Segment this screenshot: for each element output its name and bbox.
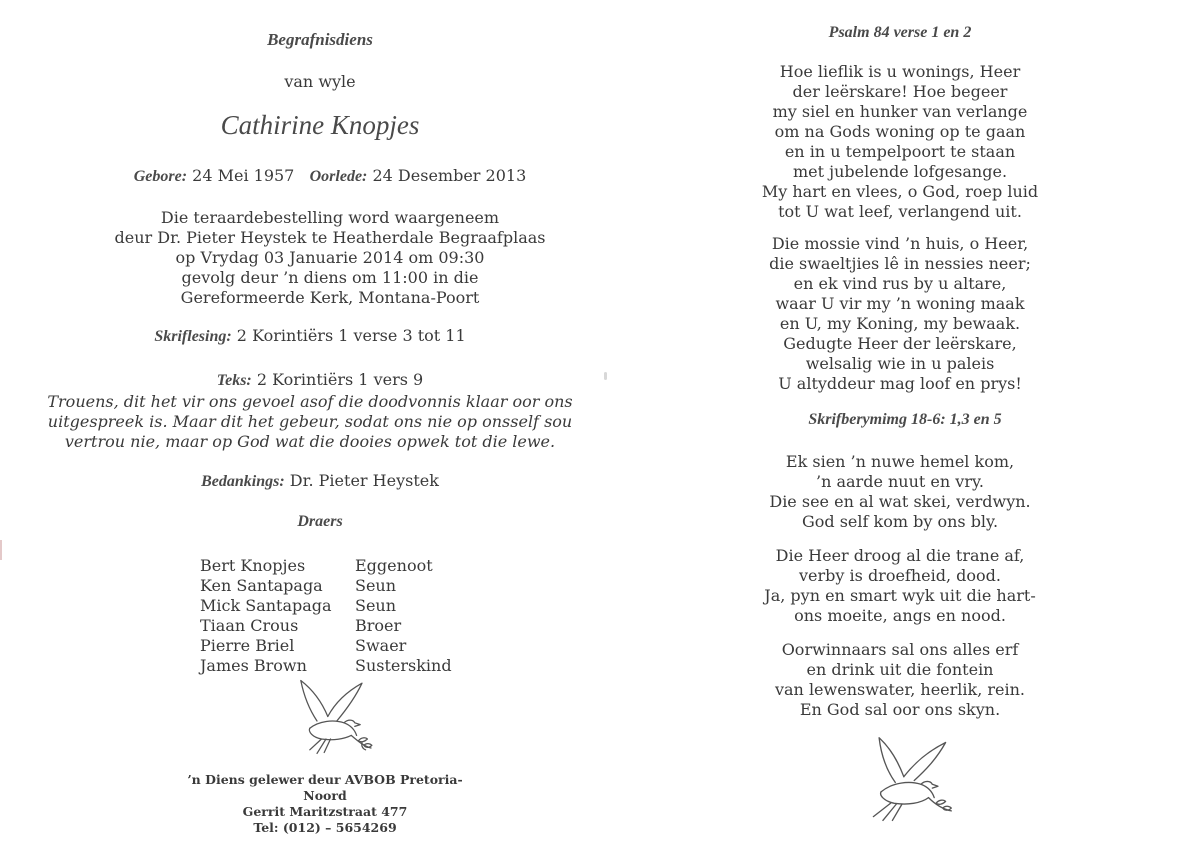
agent-address: Gerrit Maritzstraat 477 [242, 804, 408, 819]
verse-line: om na Gods woning op te gaan [774, 122, 1026, 141]
verse-line: Ek sien ’n nuwe hemel kom, [785, 452, 1015, 471]
psalm-verse-1 [750, 62, 1050, 222]
text-label: Teks: [216, 372, 252, 389]
hymn-verse-1 [750, 452, 1050, 532]
bearer-row [200, 656, 520, 676]
funeral-line: deur Dr. Pieter Heystek te Heatherdale Begraafplaas [114, 228, 546, 247]
verse-line: met jubelende lofgesange. [792, 162, 1008, 181]
verse-line: welsalig wie in u paleis [805, 354, 995, 373]
scripture-reading [0, 326, 620, 346]
of-the-late: van wyle [284, 72, 356, 91]
dates-line [0, 166, 660, 186]
thanks-line [0, 471, 640, 491]
verse-line: die swaeltjies lê in nessies neer; [769, 254, 1031, 273]
bearer-name: Mick Santapaga [200, 596, 332, 615]
bearer-row [200, 616, 520, 636]
bearer-relation: Seun [355, 596, 397, 615]
service-title: Begrafnisdiens [267, 30, 373, 49]
verse-line: Hoe lieflik is u wonings, Heer [779, 62, 1021, 81]
verse-line: Die see en al wat skei, verdwyn. [769, 492, 1031, 511]
verse-line: ons moeite, angs en nood. [794, 606, 1006, 625]
verse-line: en in u tempelpoort te staan [784, 142, 1016, 161]
psalm-verse-2 [750, 234, 1050, 394]
verse-line: ’n aarde nuut en vry. [816, 472, 984, 491]
verse-line: Gedugte Heer der leërskare, [783, 334, 1017, 353]
born-date: 24 Mei 1957 [192, 166, 295, 185]
bearers-list [200, 556, 520, 676]
funeral-agent [170, 772, 480, 836]
funeral-line: Die teraardebestelling word waargeneem [160, 208, 500, 227]
hymn-verse-5 [750, 640, 1050, 720]
funeral-details [0, 208, 660, 308]
bearer-name: Pierre Briel [200, 636, 295, 655]
dove-olive-branch-icon [862, 733, 957, 828]
bearer-name: Tiaan Crous [200, 616, 299, 635]
reading-label: Skriflesing: [154, 328, 232, 345]
psalm-title: Psalm 84 verse 1 en 2 [828, 24, 972, 41]
bearer-row [200, 636, 520, 656]
hymn-verse-3 [750, 546, 1050, 626]
verse-line: Ja, pyn en smart wyk uit die hart- [764, 586, 1036, 605]
agent-phone: Tel: (012) – 5654269 [253, 820, 397, 835]
deceased-name: Cathirine Knopjes [220, 110, 420, 140]
funeral-line: Gereformeerde Kerk, Montana-Poort [180, 288, 480, 307]
died-label: Oorlede: [309, 168, 368, 185]
quote-line: Trouens, dit het vir ons gevoel asof die doodvonnis klaar oor ons [47, 392, 573, 411]
skrifberyming-title: Skrifberymimg 18-6: 1,3 en 5 [808, 411, 1002, 428]
agent-line: ’n Diens gelewer deur AVBOB Pretoria-Noord [187, 772, 463, 803]
verse-line: God self kom by ons bly. [801, 512, 999, 531]
bearer-name: Bert Knopjes [200, 556, 306, 575]
bearer-relation: Swaer [355, 636, 407, 655]
funeral-line: op Vrydag 03 Januarie 2014 om 09:30 [175, 248, 485, 267]
bearer-row [200, 596, 520, 616]
quote-line: uitgespreek is. Maar dit het gebeur, sodat ons nie op onsself sou [47, 412, 573, 431]
verse-line: Die Heer droog al die trane af, [775, 546, 1025, 565]
bearer-relation: Seun [355, 576, 397, 595]
died-date: 24 Desember 2013 [372, 166, 527, 185]
bearer-name: Ken Santapaga [200, 576, 323, 595]
verse-line: En God sal oor ons skyn. [799, 700, 1001, 719]
bearer-row [200, 556, 520, 576]
sermon-text [0, 370, 640, 390]
verse-line: van lewenswater, heerlik, rein. [774, 680, 1026, 699]
scripture-quote [20, 392, 600, 452]
quote-line: vertrou nie, maar op God wat die dooies opwek tot die lewe. [64, 432, 556, 451]
bearer-row [200, 576, 520, 596]
bearer-relation: Eggenoot [355, 556, 433, 575]
verse-line: My hart en vlees, o God, roep luid [761, 182, 1039, 201]
bearer-name: James Brown [200, 656, 307, 675]
bearers-title: Draers [297, 513, 343, 530]
reading-value: 2 Korintiërs 1 verse 3 tot 11 [236, 326, 466, 345]
dove-olive-branch-icon [290, 676, 380, 766]
thanks-value: Dr. Pieter Heystek [289, 471, 439, 490]
bearer-relation: Susterskind [355, 656, 452, 675]
verse-line: en ek vind rus by u altare, [793, 274, 1007, 293]
verse-line: en drink uit die fontein [806, 660, 994, 679]
verse-line: verby is droefheid, dood. [799, 566, 1001, 585]
funeral-line: gevolg deur ’n diens om 11:00 in die [181, 268, 479, 287]
text-value: 2 Korintiërs 1 vers 9 [256, 370, 424, 389]
verse-line: U altyddeur mag loof en prys! [778, 374, 1022, 393]
born-label: Gebore: [133, 168, 188, 185]
verse-line: Oorwinnaars sal ons alles erf [781, 640, 1019, 659]
verse-line: der leërskare! Hoe begeer [792, 82, 1008, 101]
bearer-relation: Broer [355, 616, 402, 635]
verse-line: en U, my Koning, my bewaak. [779, 314, 1021, 333]
verse-line: waar U vir my ’n woning maak [775, 294, 1025, 313]
verse-line: tot U wat leef, verlangend uit. [778, 202, 1022, 221]
verse-line: my siel en hunker van verlange [772, 102, 1028, 121]
thanks-label: Bedankings: [201, 473, 285, 490]
verse-line: Die mossie vind ’n huis, o Heer, [771, 234, 1029, 253]
